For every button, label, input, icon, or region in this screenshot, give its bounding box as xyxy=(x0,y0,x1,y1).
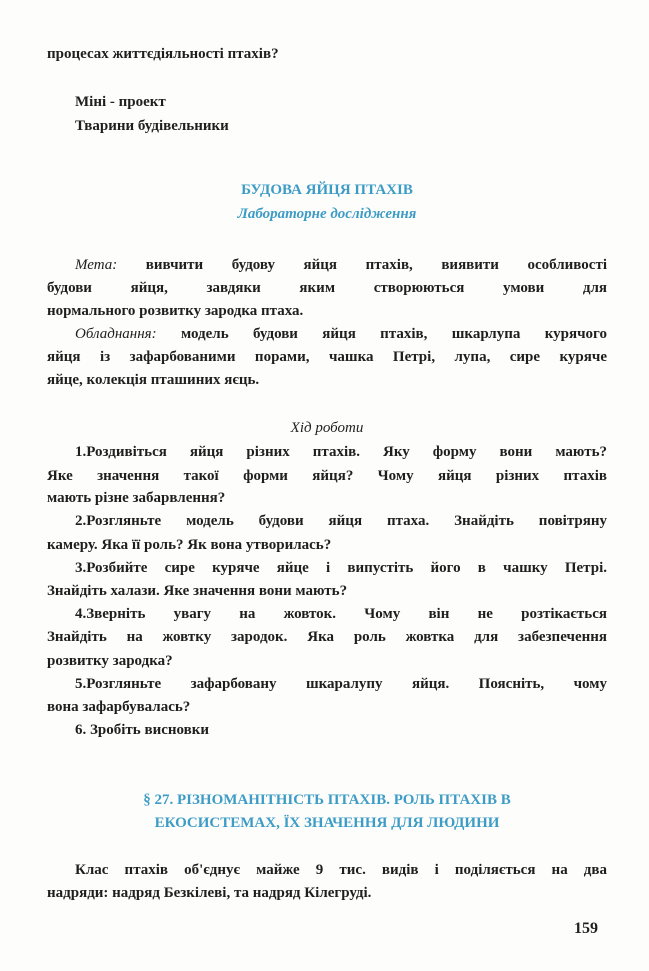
mini-project-title: Міні - проект xyxy=(75,94,166,110)
page-number: 159 xyxy=(574,920,598,937)
goal-line: нормального розвитку зародка птаха. xyxy=(47,303,304,319)
step-line: 4.Зверніть увагу на жовток. Чому він не розтікається xyxy=(75,606,607,622)
step-line: розвитку зародка? xyxy=(47,653,173,669)
step-line: 3.Розбийте сире куряче яйце і випустіть його в чашку Петрі. xyxy=(75,560,607,576)
equipment-line: яйця із зафарбованими порами, чашка Петрі, лупа, сире куряче xyxy=(47,349,607,365)
step-line: 1.Роздивіться яйця різних птахів. Яку форму вони мають? xyxy=(75,444,607,460)
section-body-line: Клас птахів об'єднує майже 9 тис. видів і поділяється на два xyxy=(75,862,607,878)
goal-text: вивчити будову яйця птахів, виявити особливості xyxy=(145,257,607,273)
step-line: Яке значення такої форми яйця? Чому яйця різних птахів xyxy=(47,468,607,484)
equipment-text: модель будови яйця птахів, шкарлупа курячого xyxy=(180,326,607,342)
step-line: мають різне забарвлення? xyxy=(47,490,226,506)
procedure-title: Хід роботи xyxy=(290,420,364,436)
equipment-label: Обладнання: xyxy=(75,326,157,342)
lab-subtitle: Лабораторне дослідження xyxy=(237,206,417,222)
goal-line: будови яйця, завдяки яким створюються умови для xyxy=(47,280,607,296)
step-line: вона зафарбувалась? xyxy=(47,699,191,715)
step-line: Знайдіть на жовтку зародок. Яка роль жовтка для забезпечення xyxy=(47,629,607,645)
step-line: 5.Розгляньте зафарбовану шкаралупу яйця. Поясніть, чому xyxy=(75,676,607,692)
section-body-line: надряди: надряд Безкілеві, та надряд Кілегруді. xyxy=(47,885,372,901)
goal-line xyxy=(75,255,607,275)
step-line: 6. Зробіть висновки xyxy=(75,722,210,738)
section-title: § 27. РІЗНОМАНІТНІСТЬ ПТАХІВ. РОЛЬ ПТАХІВ В xyxy=(143,792,511,808)
lab-title: БУДОВА ЯЙЦЯ ПТАХІВ xyxy=(241,182,413,198)
equipment-line xyxy=(75,324,607,344)
step-line: 2.Розгляньте модель будови яйця птаха. Знайдіть повітряну xyxy=(75,513,607,529)
equipment-line: яйце, колекція пташиних яєць. xyxy=(47,372,260,388)
step-line: камеру. Яка її роль? Як вона утворилась? xyxy=(47,537,332,553)
step-line: Знайдіть халази. Яке значення вони мають? xyxy=(47,583,348,599)
section-title: ЕКОСИСТЕМАХ, ЇХ ЗНАЧЕННЯ ДЛЯ ЛЮДИНИ xyxy=(154,815,500,831)
goal-label: Мета: xyxy=(75,257,118,273)
mini-project-topic: Тварини будівельники xyxy=(75,118,229,134)
intro-line: процесах життєдіяльності птахів? xyxy=(47,46,279,62)
